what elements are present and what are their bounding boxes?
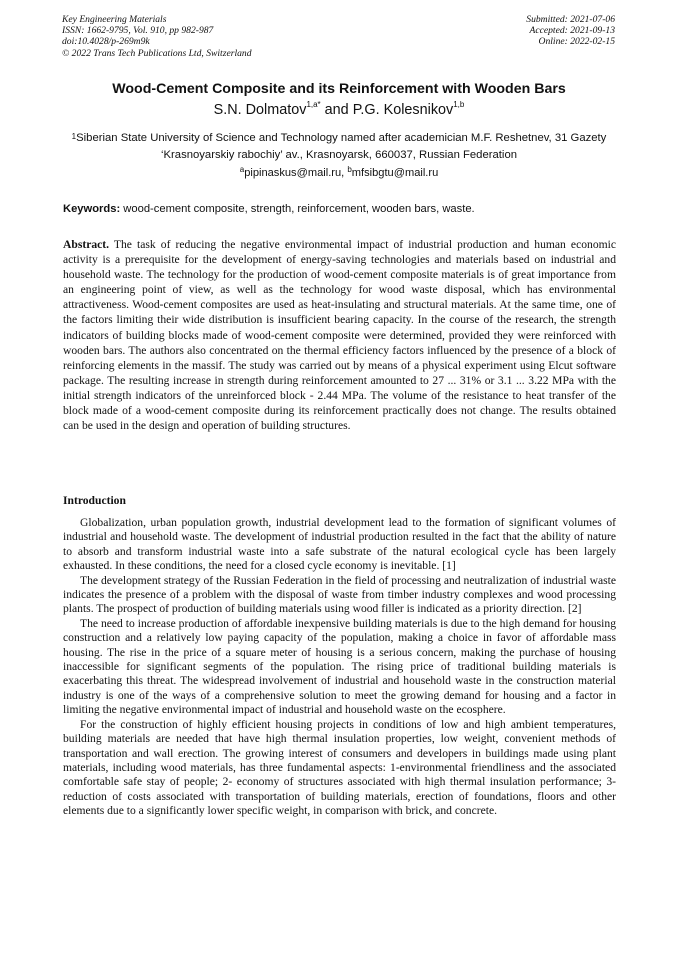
paper-title: Wood-Cement Composite and its Reinforcement with Wooden Bars bbox=[112, 81, 566, 97]
publication-dates bbox=[526, 14, 615, 48]
abstract-text: The task of reducing the negative environmental impact of industrial production and human economic activity is a prerequisite for the development of energy-saving technologies and materials based on industrial and household waste. The technology for the production of wood-cement composite materials is of great importance from an engineering point of view, as well as the technology for wood waste disposal, which has environmental attractiveness. Wood-cement composites are used as heat-insulating and structural materials. At the same time, one of the factors limiting their wide distribution is insufficient bearing capacity. In the course of the research, the strength indicators of building blocks made of wood-cement composite were determined, provided they were reinforced with wooden bars. The authors also concentrated on the thermal efficiency factors influenced by the presence of a block of reinforcing elements in the massif. The study was carried out by means of a physical experiment using Elcut software package. The resulting increase in strength during reinforcement amounted to 27 ... 31% or 3.1 ... 3.22 MPa with the initial strength indicators of the unreinforced block - 2.44 MPa. The volume of the resistance to heat transfer of the block made of a wood-cement composite during its reinforcement practically does not change. The results obtained can be used in the design and operation of building structures. bbox=[63, 238, 616, 433]
paragraph: The need to increase production of affordable inexpensive building materials is due to the high demand for housing construction and a relatively low paying capacity of the population, making a choice in favor of affordable mass housing. The rise in the price of a square meter of housing is a serious concern, making the purchase of housing inaccessible for significant segments of the population. The rising price of traditional building materials is exacerbating this threat. The widespread involvement of industrial and household waste in the construction material industry is one of the ways of a comprehensive solution to meet the growing demand for housing and a factor in limiting the negative environmental impact of industrial and household waste on the ecosphere. bbox=[63, 616, 616, 717]
paragraph: The development strategy of the Russian Federation in the field of processing and neutralization of industrial waste indicates the presence of a problem with the disposal of waste from timber industry complexes and wood processing plants. The prospect of production of building materials using wood filler is indicated as a priority direction. [2] bbox=[63, 573, 616, 616]
author-2: P.G. Kolesnikov bbox=[352, 102, 454, 118]
copyright: © 2022 Trans Tech Publications Ltd, Switzerland bbox=[62, 47, 252, 59]
online-date: Online: 2022-02-15 bbox=[538, 36, 615, 48]
author-1: S.N. Dolmatov bbox=[213, 102, 307, 118]
author-emails bbox=[0, 167, 678, 179]
doi: doi:10.4028/p-269m9k bbox=[62, 36, 150, 48]
accepted-date: Accepted: 2021-09-13 bbox=[529, 25, 615, 37]
issn-volume-pages: ISSN: 1662-9795, Vol. 910, pp 982-987 bbox=[62, 25, 214, 37]
keywords-label: Keywords: bbox=[63, 203, 121, 215]
introduction-body bbox=[63, 516, 616, 819]
affiliation bbox=[62, 130, 616, 164]
affiliation-mark: 1 bbox=[71, 132, 77, 141]
author-list bbox=[0, 102, 678, 118]
affiliation-text: Siberian State University of Science and Technology named after academician M.F. Reshetnev, 31 Gazety ‘Krasnoyarskiy rabochiy’ av., Krasnoyarsk, 660037, Russian Federation bbox=[76, 132, 607, 161]
keywords bbox=[63, 203, 616, 215]
author-1-affiliation-mark: 1,a* bbox=[306, 100, 321, 109]
abstract-label: Abstract. bbox=[63, 238, 110, 251]
paragraph: For the construction of highly efficient housing projects in conditions of low and high ambient temperatures, building materials are needed that have high thermal insulation properties, low weight, convenient methods of transportation and wall erection. The growing interest of consumers and developers in buildings made using plant materials, including wood materials, has three fundamental aspects: 1-environmental friendliness and the associated comfortable safe stay of people; 2- economy of structures associated with high thermal insulation performance; 3-reduction of costs associated with transportation of building materials, erection of foundations, floors and other elements due to a significantly lower specific weight, in comparison with brick, and concrete. bbox=[63, 717, 616, 818]
email-b: mfsibgtu@mail.ru bbox=[351, 167, 439, 179]
author-conjunction: and bbox=[320, 102, 353, 118]
keywords-text: wood-cement composite, strength, reinforcement, wooden bars, waste. bbox=[120, 203, 475, 215]
email-mark-b: b bbox=[347, 165, 352, 174]
paragraph: Globalization, urban population growth, industrial development lead to the formation of significant volumes of industrial and household waste. The development of industrial production resulted in the fact that the ability of nature to absorb and transform industrial waste into a safe substrate of the natural ecological cycle has been largely exhausted. In these conditions, the need for a closed cycle economy is inevitable. [1] bbox=[63, 516, 616, 573]
abstract bbox=[63, 237, 616, 433]
journal-name: Key Engineering Materials bbox=[62, 14, 167, 25]
email-mark-a: a bbox=[239, 165, 245, 174]
email-a: pipinaskus@mail.ru, bbox=[244, 167, 348, 179]
section-heading-introduction: Introduction bbox=[63, 494, 126, 507]
submitted-date: Submitted: 2021-07-06 bbox=[526, 14, 615, 25]
publication-info bbox=[62, 14, 252, 59]
author-2-affiliation-mark: 1,b bbox=[453, 100, 465, 109]
